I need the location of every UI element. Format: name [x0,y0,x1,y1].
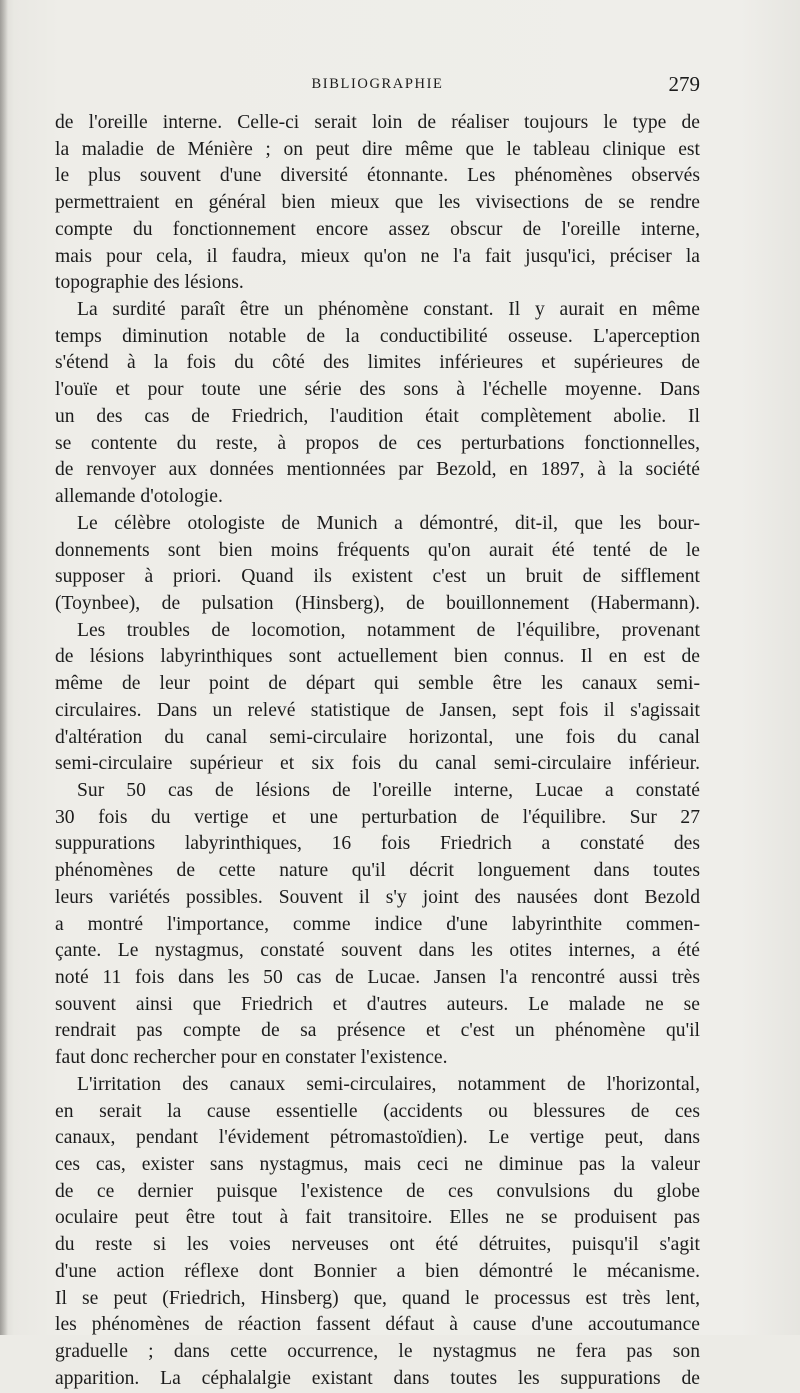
text-line: se contente du reste, à propos de ces perturbations fonctionnelles, [55,432,700,454]
text-line: s'étend à la fois du côté des limites inférieures et supérieures de [55,352,700,374]
body-text [55,110,700,1393]
text-line: canaux, pendant l'évidement pétromastoïdien). Le vertige peut, dans [55,1127,700,1149]
text-line: faut donc rechercher pour en constater l'existence. [55,1047,448,1069]
text-line: Sur 50 cas de lésions de l'oreille interne, Lucae a constaté [77,779,700,801]
running-title: BIBLIOGRAPHIE [311,76,444,92]
text-line: semi-circulaire supérieur et six fois du canal semi-circulaire inférieur. [55,753,700,775]
text-line: suppurations labyrinthiques, 16 fois Friedrich a constaté des [55,833,700,855]
text-line: ces cas, exister sans nystagmus, mais ceci ne diminue pas la valeur [55,1154,700,1176]
text-line: mais pour cela, il faudra, mieux qu'on ne l'a fait jusqu'ici, préciser la [55,245,700,267]
text-line: supposer à priori. Quand ils existent c'est un bruit de sifflement [55,566,700,588]
text-line: Les troubles de locomotion, notamment de l'équilibre, provenant [77,619,700,641]
text-line: un des cas de Friedrich, l'audition était complètement abolie. Il [55,405,700,427]
binding-shadow [0,0,8,1335]
text-line: çante. Le nystagmus, constaté souvent dans les otites internes, a été [55,940,700,962]
text-line: de renvoyer aux données mentionnées par Bezold, en 1897, à la société [55,459,700,481]
text-line: du reste si les voies nerveuses ont été détruites, puisqu'il s'agit [55,1234,700,1256]
text-line: oculaire peut être tout à fait transitoire. Elles ne se produisent pas [55,1207,700,1229]
text-line: noté 11 fois dans les 50 cas de Lucae. Jansen l'a rencontré aussi très [55,967,700,988]
text-line: souvent ainsi que Friedrich et d'autres auteurs. Le malade ne se [55,993,700,1015]
text-line: rendrait pas compte de sa présence et c'est un phénomène qu'il [55,1020,700,1042]
text-line: allemande d'otologie. [55,486,223,508]
text-line: l'ouïe et pour toute une série des sons à l'échelle moyenne. Dans [55,379,700,401]
text-line: de l'oreille interne. Celle-ci serait loin de réaliser toujours le type de [55,112,700,133]
text-line: La surdité paraît être un phénomène constant. Il y aurait en même [77,299,700,321]
text-line: permettraient en général bien mieux que les vivisections de se rendre [55,192,700,214]
text-line: le plus souvent d'une diversité étonnante. Les phénomènes observés [55,165,700,187]
text-line: Le célèbre otologiste de Munich a démontré, dit-il, que les bour- [77,512,700,534]
text-line: de ce dernier puisque l'existence de ces convulsions du globe [55,1180,700,1202]
page-number: 279 [668,72,700,96]
page-header [55,72,700,102]
text-line: (Toynbee), de pulsation (Hinsberg), de bouillonnement (Habermann). [55,592,700,614]
text-line: circulaires. Dans un relevé statistique de Jansen, sept fois il s'agissait [55,699,700,721]
text-line: graduelle ; dans cette occurrence, le nystagmus ne fera pas son [55,1341,700,1363]
text-line: apparition. La céphalalgie existant dans toutes les suppurations de [55,1367,700,1389]
text-line: les phénomènes de réaction fassent défaut à cause d'une accoutumance [55,1314,700,1336]
text-line: d'altération du canal semi-circulaire horizontal, une fois du canal [55,726,700,748]
text-line: en serait la cause essentielle (accidents ou blessures de ces [55,1100,700,1122]
text-line: Il se peut (Friedrich, Hinsberg) que, quand le processus est très lent, [55,1287,700,1309]
text-line: L'irritation des canaux semi-circulaires, notamment de l'horizontal, [77,1073,700,1095]
text-line: compte du fonctionnement encore assez obscur de l'oreille interne, [55,218,700,240]
text-line: 30 fois du vertige et une perturbation de l'équilibre. Sur 27 [55,806,700,828]
text-line: leurs variétés possibles. Souvent il s'y joint des nausées dont Bezold [55,886,700,908]
text-line: d'une action réflexe dont Bonnier a bien démontré le mécanisme. [55,1260,700,1282]
text-line: a montré l'importance, comme indice d'une labyrinthite commen- [55,913,700,935]
text-line: donnements sont bien moins fréquents qu'on aurait été tenté de le [55,539,700,561]
text-line: de lésions labyrinthiques sont actuellement bien connus. Il en est de [55,646,700,668]
text-line: la maladie de Ménière ; on peut dire même que le tableau clinique est [55,138,700,160]
text-line: phénomènes de cette nature qu'il décrit longuement dans toutes [55,860,700,882]
text-line: topographie des lésions. [55,272,244,294]
text-line: temps diminution notable de la conductibilité osseuse. L'aperception [55,325,700,347]
text-line: même de leur point de départ qui semble être les canaux semi- [55,673,700,695]
